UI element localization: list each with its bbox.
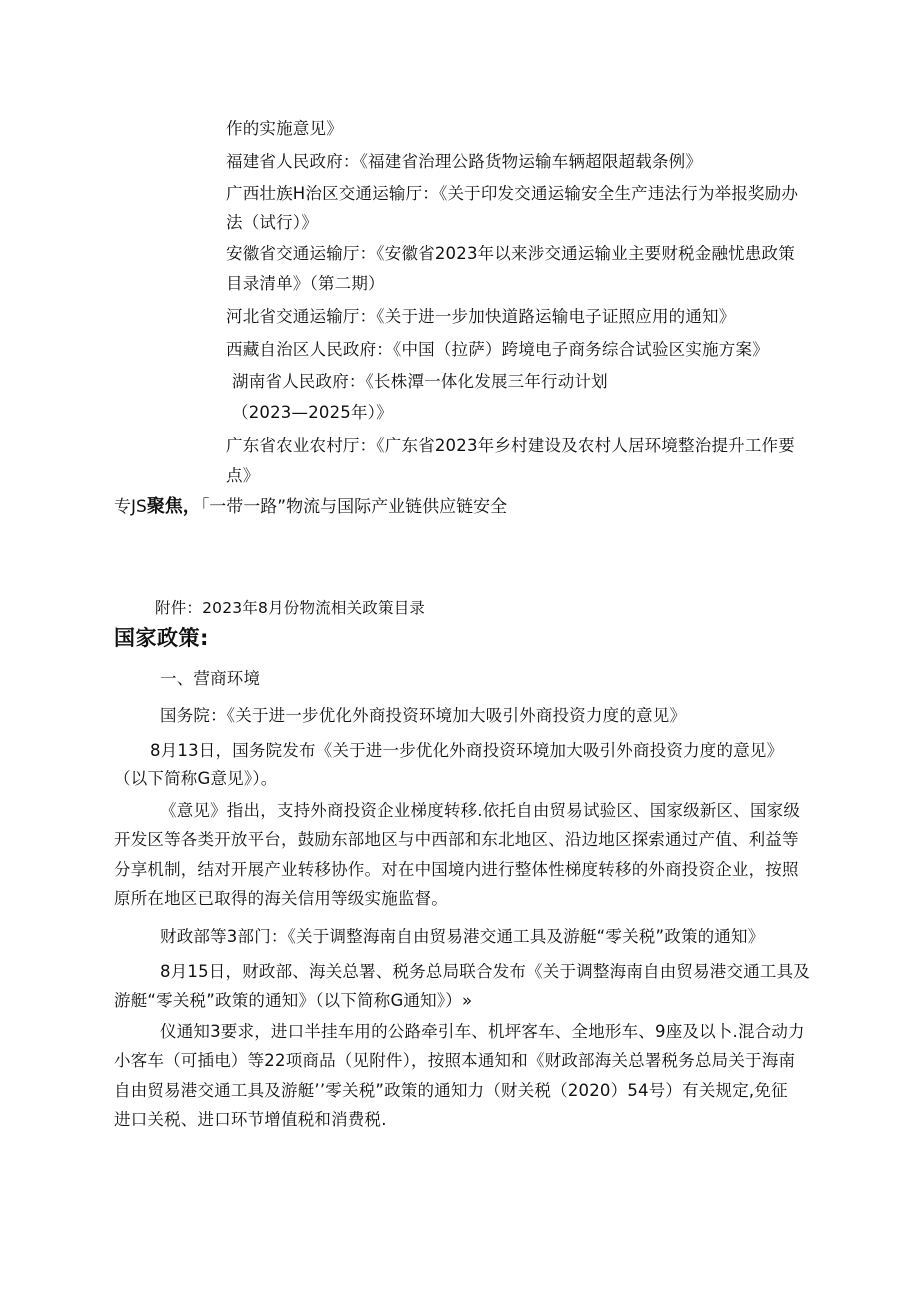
list-line: 作的实施意见》 [226,119,343,138]
paragraph-line: 分享机制，结对开展产业转移协作。对在中国境内进行整体性梯度转移的外商投资企业，按照 [114,860,799,879]
list-line: 安徽省交通运输厅：《安徽省2023年以来涉交通运输业主要财税金融忧患政策 [226,244,795,263]
item-title: 财政部等3部门：《关于调整海南自由贸易港交通工具及游艇“零关税”政策的通知》 [160,927,765,946]
special-rest: 「一带一路”物流与国际产业链供应链安全 [200,497,508,517]
paragraph-line: 仪通知3要求，进口半挂车用的公路牵引车、机坪客车、全地形车、9座及以卜.混合动力 [160,1022,805,1041]
list-line: （2023—2025年）》 [232,403,393,422]
section-heading: 一、营商环境 [160,669,261,688]
list-line: 目录清单》（第二期） [226,274,385,293]
paragraph-line: 自由贸易港交通工具及游艇’’零关税”政策的通知力（财关税（2020）54号）有关规定,免征 [114,1081,788,1100]
paragraph-line: 小客车（可插电）等22项商品（见附件），按照本通知和《财政部海关总署税务总局关于海南 [114,1051,796,1070]
list-line: 法（试行）》 [226,213,318,232]
list-line: 广东省农业农村厅：《广东省2023年乡村建设及农村人居环境整治提升工作要 [226,436,795,455]
paragraph-line: 原所在地区已取得的海关信用等级实施监督。 [114,889,448,908]
list-line: 河北省交通运输厅：《关于进一步加快道路运输电子证照应用的通知》 [226,307,736,326]
paragraph-line: 游艇“零关税”政策的通知》（以下简称G通知》）» [114,991,473,1010]
special-focus-line [114,495,507,519]
paragraph-line: （以下简称G意见》）。 [114,769,278,788]
list-line: 广西壮族H治区交通运输厅：《关于印发交通运输安全生产违法行为举报奖励办 [226,184,799,203]
special-bold: 聚焦， [146,496,201,517]
paragraph-line: 开发区等各类开放平台，鼓励东部地区与中西部和东北地区、沿边地区探索通过产值、利益等 [114,830,799,849]
list-line: 福建省人民政府：《福建省治理公路货物运输车辆超限超载条例》 [226,152,703,171]
special-prefix: 专JS [114,497,147,517]
item-title: 国务院：《关于进一步优化外商投资环境加大吸引外商投资力度的意见》 [160,706,687,725]
paragraph-line: 8月15日，财政部、海关总署、税务总局联合发布《关于调整海南自由贸易港交通工具及 [160,962,810,981]
national-policy-heading: 国家政策: [114,626,209,650]
list-line: 西藏自治区人民政府：《中国（拉萨）跨境电子商务综合试验区实施方案》 [226,340,769,359]
list-line: 湖南省人民政府：《长株潭一体化发展三年行动计划 [232,372,608,391]
paragraph-line: 8月13日，国务院发布《关于进一步优化外商投资环境加大吸引外商投资力度的意见》 [150,741,784,760]
list-line: 点》 [226,466,260,485]
attachment-title: 附件：2023年8月份物流相关政策目录 [155,599,426,617]
paragraph-line: 进口关税、进口环节增值税和消费税. [114,1110,387,1129]
paragraph-line: 《意见》指出，支持外商投资企业梯度转移.依托自由贸易试验区、国家级新区、国家级 [160,801,801,820]
